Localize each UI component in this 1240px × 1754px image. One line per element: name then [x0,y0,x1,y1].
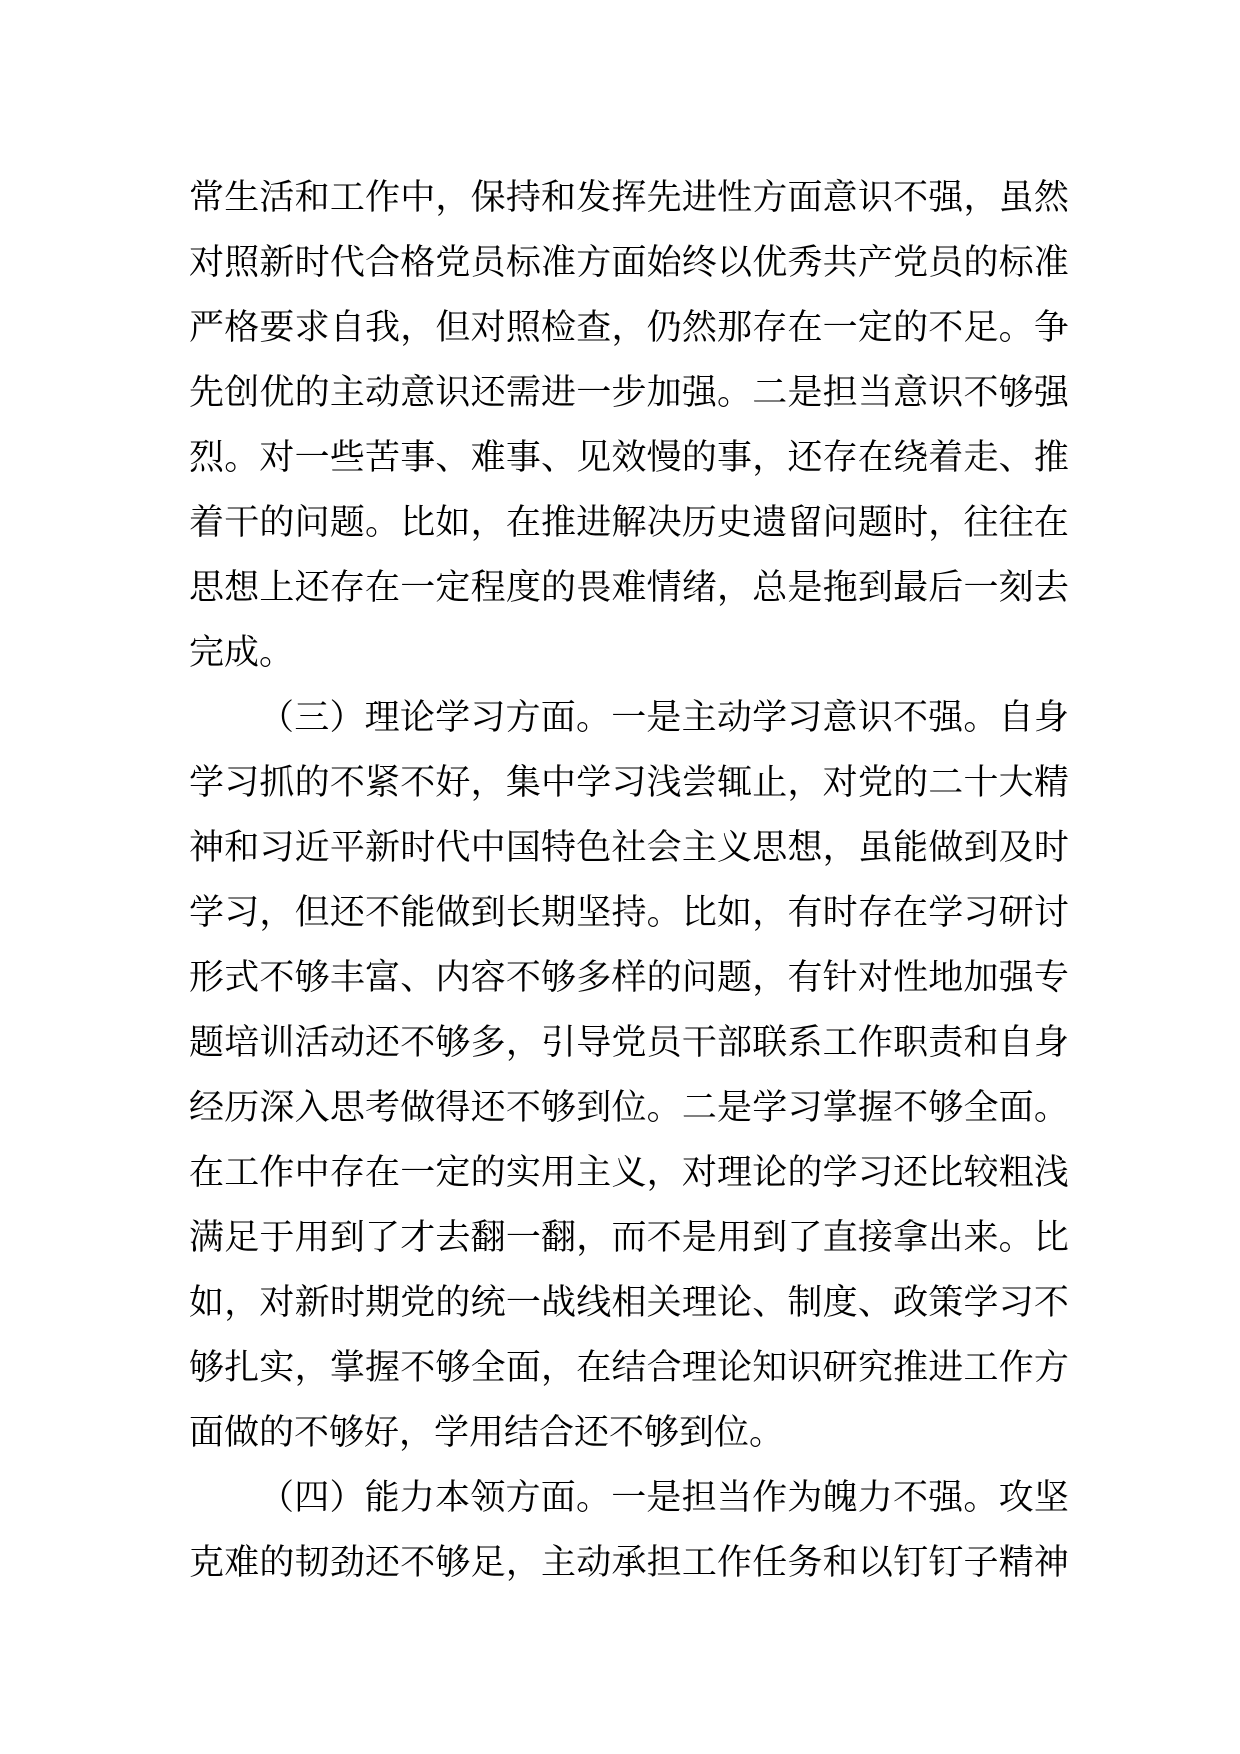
text-line: 题 培 训 活 动 还 不 够 多 ， 引 导 党 员 干 部 联 系 工 作 职 责 和 自 身 [189,1023,1069,1063]
text-line: 满 足 于 用 到 了 才 去 翻 一 翻 ， 而 不 是 用 到 了 直 接 拿 出 来 。 比 [189,1218,1069,1258]
text-line: 思 想 上 还 存 在 一 定 程 度 的 畏 难 情 绪 ， 总 是 拖 到 最 后 一 刻 去 [189,568,1069,608]
text-line: 神 和 习 近 平 新 时 代 中 国 特 色 社 会 主 义 思 想 ， 虽 能 做 到 及 时 [189,828,1069,868]
text-line: （ 三 ） 理 论 学 习 方 面 。 一 是 主 动 学 习 意 识 不 强 。 自 身 [259,698,1069,738]
text-line: 够 扎 实 ， 掌 握 不 够 全 面 ， 在 结 合 理 论 知 识 研 究 推 进 工 作 方 [189,1348,1069,1388]
text-line: 常 生 活 和 工 作 中 ， 保 持 和 发 挥 先 进 性 方 面 意 识 不 强 ， 虽 然 [189,178,1069,218]
text-line: 先 创 优 的 主 动 意 识 还 需 进 一 步 加 强 。 二 是 担 当 意 识 不 够 强 [189,373,1069,413]
text-line: 经 历 深 入 思 考 做 得 还 不 够 到 位 。 二 是 学 习 掌 握 不 够 全 面 。 [189,1088,1069,1128]
text-line: 学 习 ， 但 还 不 能 做 到 长 期 坚 持 。 比 如 ， 有 时 存 在 学 习 研 讨 [189,893,1069,933]
text-line: 学 习 抓 的 不 紧 不 好 ， 集 中 学 习 浅 尝 辄 止 ， 对 党 的 二 十 大 精 [189,763,1069,803]
document-body [189,166,1069,1596]
text-line: 在 工 作 中 存 在 一 定 的 实 用 主 义 ， 对 理 论 的 学 习 还 比 较 粗 浅 [189,1153,1069,1193]
text-line: （ 四 ） 能 力 本 领 方 面 。 一 是 担 当 作 为 魄 力 不 强 。 攻 坚 [259,1478,1069,1518]
text-line: 完成。 [189,633,295,673]
text-line: 克 难 的 韧 劲 还 不 够 足 ， 主 动 承 担 工 作 任 务 和 以 钉 钉 子 精 神 [189,1543,1069,1583]
text-line: 如 ， 对 新 时 期 党 的 统 一 战 线 相 关 理 论 、 制 度 、 政 策 学 习 不 [189,1283,1069,1323]
text-line: 严 格 要 求 自 我 ， 但 对 照 检 查 ， 仍 然 那 存 在 一 定 的 不 足 。 争 [189,308,1069,348]
text-line: 着 干 的 问 题 。 比 如 ， 在 推 进 解 决 历 史 遗 留 问 题 时 ， 往 往 在 [189,503,1069,543]
text-line: 对 照 新 时 代 合 格 党 员 标 准 方 面 始 终 以 优 秀 共 产 党 员 的 标 准 [189,243,1069,283]
text-line: 面做的不够好，学用结合还不够到位。 [189,1413,785,1453]
text-line: 形 式 不 够 丰 富 、 内 容 不 够 多 样 的 问 题 ， 有 针 对 性 地 加 强 专 [189,958,1069,998]
text-line: 烈 。 对 一 些 苦 事 、 难 事 、 见 效 慢 的 事 ， 还 存 在 绕 着 走 、 推 [189,438,1069,478]
